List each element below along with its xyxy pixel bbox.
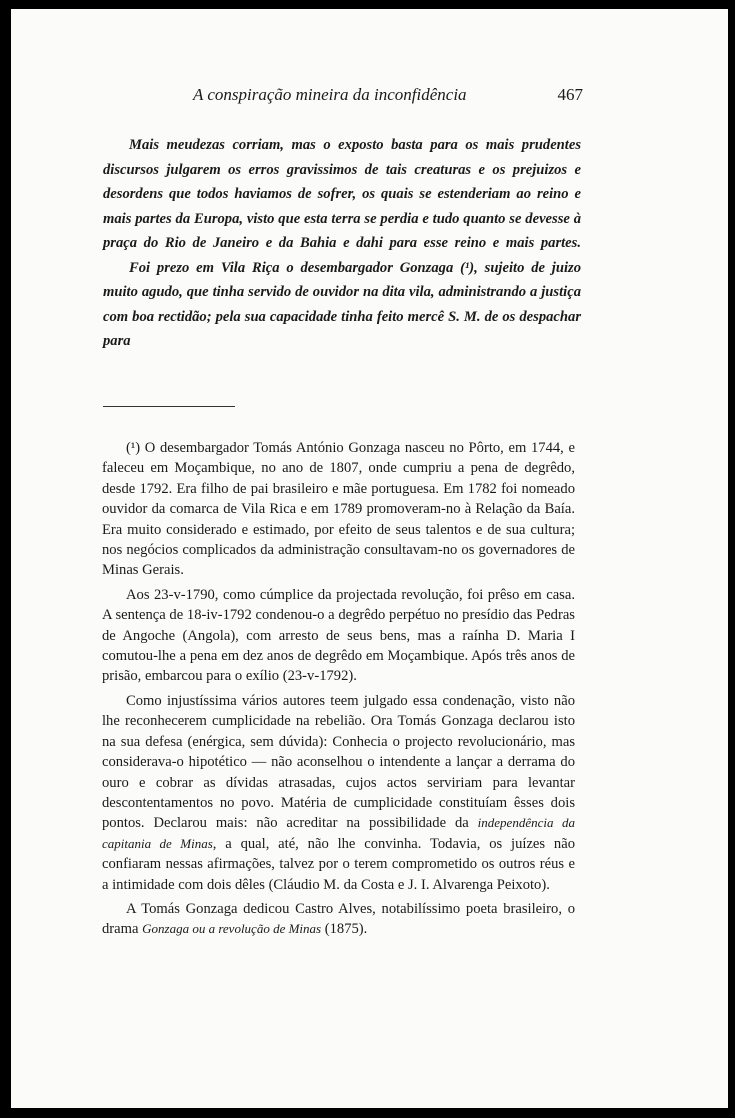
footnote-text: A Tomás Gonzaga dedicou Castro Alves, notabilíssimo poeta brasileiro, o drama [102, 900, 575, 938]
footnote-text: , a qual, até, não lhe convinha. Todavia, os juízes não confiaram nessas afirmações, talvez por o terem comprometido os outros réus e a intimidade com dois dêles (Cláudio M. da Costa e J. I. Alvarenga Peixoto). [102, 835, 575, 893]
footnotes [102, 438, 575, 940]
footnote-italic-phrase: independência da capitania de Minas [102, 815, 575, 851]
footnote-paragraph [102, 691, 575, 895]
main-paragraph: Mais meudezas corriam, mas o exposto basta para os mais prudentes discursos julgarem os erros gravissimos de tais creaturas e os prejuizos e desordens que todos haviamos de sofrer, os quais se estenderiam ao reino e mais partes da Europa, visto que esta terra se perdia e tudo quanto se devesse à praça do Rio de Janeiro e da Bahia e dahi para esse reino e mais partes. [103, 137, 581, 251]
footnote-text: (1875). [321, 921, 368, 938]
footnote-paragraph [102, 899, 575, 940]
main-paragraph: Foi prezo em Vila Riça o desembargador Gonzaga (¹), sujeito de juizo muito agudo, que tinha servido de ouvidor na dita vila, administrando a justiça com boa rectidão; pela sua capacidade tinha feito mercê S. M. de os despachar para [103, 259, 581, 349]
page-number: 467 [557, 85, 583, 104]
main-text [103, 133, 581, 354]
footnote-paragraph: (¹) O desembargador Tomás António Gonzaga nasceu no Pôrto, em 1744, e faleceu em Moçambique, no ano de 1807, onde cumpriu a pena de degrêdo, desde 1792. Era filho de pai brasileiro e mãe portuguesa. Em 1782 foi nomeado ouvidor da comarca de Vila Rica e em 1789 promoveram-no à Relação da Baía. Era muito considerado e estimado, por efeito de seus talentos e de sua cultura; nos negócios complicados da administração consultavam-no os governadores de Minas Gerais. [102, 440, 575, 579]
page-header [103, 85, 583, 109]
footnote-italic-title: Gonzaga ou a revolução de Minas [142, 921, 322, 937]
footnote-divider [103, 406, 235, 407]
footnote-text: Como injustíssima vários autores teem julgado essa condenação, visto não lhe reconhecerem cumplicidade na rebelião. Ora Tomás Gonzaga declarou isto na sua defesa (enérgica, sem dúvida): Conhecia o projecto revolucionário, mas considerava-o hipotético — não aconselhou o intendente a lançar a derrama do ouro e cobrar as dívidas atrasadas, cujos actos serviriam para levantar descontentamentos no povo. Matéria de cumplicidade constituíam êsses dois pontos. Declarou mais: não acreditar na possibilidade da [102, 692, 575, 832]
book-page [11, 9, 728, 1108]
running-title: A conspiração mineira da inconfidência [193, 85, 467, 104]
footnote-paragraph: Aos 23-v-1790, como cúmplice da projectada revolução, foi prêso em casa. A sentença de 18-iv-1792 condenou-o a degrêdo perpétuo no presídio das Pedras de Angoche (Angola), com arresto de seus bens, mas a raínha D. Maria I comutou-lhe a pena em dez anos de degrêdo em Moçambique. Após três anos de prisão, embarcou para o exílio (23-v-1792). [102, 586, 575, 685]
